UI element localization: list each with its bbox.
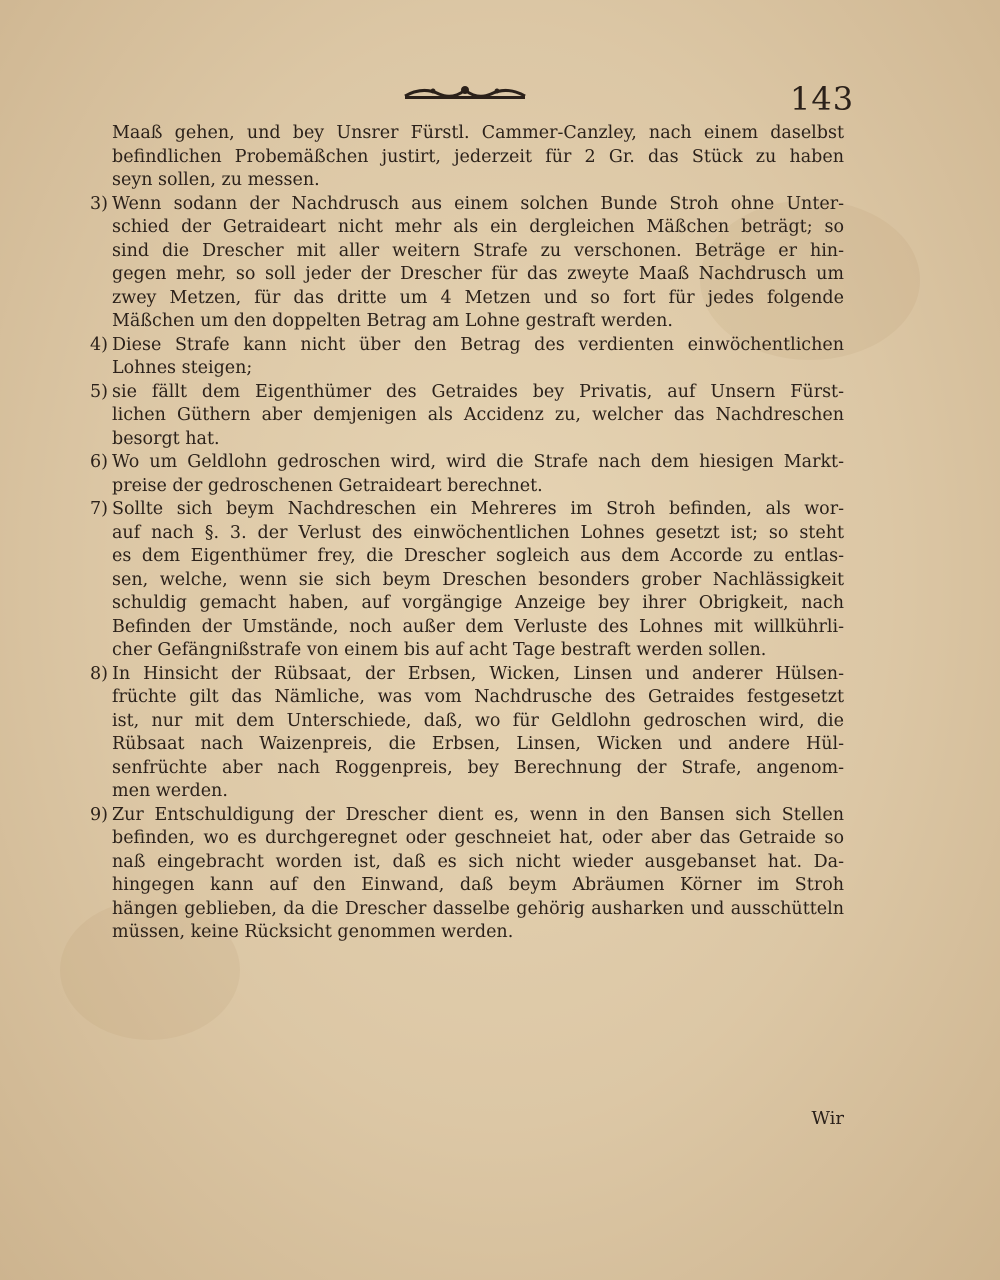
line-text: sen, welche, wenn sie sich beym Dreschen besonders grober Nachlässigkeit	[112, 569, 844, 590]
text-line	[112, 263, 844, 287]
line-text: schuldig gemacht haben, auf vorgängige Anzeige bey ihrer Obrigkeit, nach	[112, 593, 844, 613]
text-line	[112, 710, 844, 734]
text-line	[112, 169, 844, 193]
body-text	[90, 122, 844, 945]
text-line	[112, 428, 844, 452]
line-text: schied der Getraideart nicht mehr als ein dergleichen Mäßchen beträgt; so	[112, 217, 844, 237]
text-line	[112, 122, 844, 146]
line-text: Diese Strafe kann nicht über den Betrag des verdienten einwöchentlichen	[112, 334, 844, 355]
line-text: seyn sollen, zu messen.	[112, 170, 320, 190]
text-line: 9) Zur Entschuldigung der Drescher dient es, wenn in den Bansen sich Stellen	[90, 804, 844, 825]
line-text: Zur Entschuldigung der Drescher dient es, wenn in den Bansen sich Stellen	[112, 804, 844, 825]
line-text: befinden, wo es durchgeregnet oder geschneiet hat, oder aber das Getraide so	[112, 828, 844, 848]
text-line	[112, 404, 844, 428]
text-line: 6) Wo um Geldlohn gedroschen wird, wird die Strafe nach dem hiesigen Markt-	[90, 452, 844, 472]
text-line	[112, 310, 844, 334]
line-text: gegen mehr, so soll jeder der Drescher für das zweyte Maaß Nachdrusch um	[112, 264, 844, 284]
line-text: naß eingebracht worden ist, daß es sich nicht wieder ausgebanset hat. Da-	[112, 851, 844, 872]
line-text: zwey Metzen, für das dritte um 4 Metzen und so fort für jedes folgende	[112, 287, 844, 308]
line-text: Wenn sodann der Nachdrusch aus einem solchen Bunde Stroh ohne Unter-	[112, 193, 844, 214]
line-text: lichen Güthern aber demjenigen als Accidenz zu, welcher das Nachdreschen	[112, 405, 844, 425]
line-text: Mäßchen um den doppelten Betrag am Lohne gestraft werden.	[112, 311, 673, 331]
text-line	[112, 686, 844, 710]
line-text: hängen geblieben, da die Drescher dasselbe gehörig ausharken und ausschütteln	[112, 898, 844, 919]
line-text: preise der gedroschenen Getraideart berechnet.	[112, 475, 543, 496]
text-line: 8) In Hinsicht der Rübsaat, der Erbsen, Wicken, Linsen und anderer Hülsen-	[90, 663, 844, 684]
text-line	[112, 921, 844, 945]
line-text: cher Gefängnißstrafe von einem bis auf acht Tage bestraft werden sollen.	[112, 640, 767, 660]
line-text: Befinden der Umstände, noch außer dem Verluste des Lohnes mit willkührli-	[112, 616, 844, 637]
text-line	[112, 757, 844, 781]
text-line	[112, 522, 844, 546]
page-number: 143	[790, 80, 855, 118]
text-line	[112, 851, 844, 875]
text-line	[112, 592, 844, 616]
line-text: In Hinsicht der Rübsaat, der Erbsen, Wicken, Linsen und anderer Hülsen-	[112, 663, 844, 684]
text-line	[112, 146, 844, 170]
text-line	[112, 616, 844, 640]
printer-ornament-icon	[403, 82, 527, 102]
line-text: es dem Eigenthümer frey, die Drescher sogleich aus dem Accorde zu entlas-	[112, 546, 844, 566]
line-text: senfrüchte aber nach Roggenpreis, bey Berechnung der Strafe, angenom-	[112, 757, 844, 778]
line-text: Wo um Geldlohn gedroschen wird, wird die Strafe nach dem hiesigen Markt-	[112, 452, 844, 472]
text-line	[112, 240, 844, 264]
line-text: Rübsaat nach Waizenpreis, die Erbsen, Linsen, Wicken und andere Hül-	[112, 734, 844, 754]
line-text: auf nach §. 3. der Verlust des einwöchentlichen Lohnes gesetzt ist; so steht	[112, 522, 844, 543]
text-line: 4) Diese Strafe kann nicht über den Betrag des verdienten einwöchentlichen	[90, 334, 844, 355]
catchword: Wir	[811, 1108, 844, 1129]
line-text: men werden.	[112, 781, 228, 801]
line-text: Sollte sich beym Nachdreschen ein Mehreres im Stroh befinden, als wor-	[112, 499, 844, 519]
text-line	[112, 475, 844, 499]
text-line	[112, 874, 844, 898]
text-line: 3) Wenn sodann der Nachdrusch aus einem solchen Bunde Stroh ohne Unter-	[90, 193, 844, 214]
text-line	[112, 357, 844, 381]
line-text: Maaß gehen, und bey Unsrer Fürstl. Cammer-Canzley, nach einem daselbst	[112, 123, 844, 143]
line-text: sind die Drescher mit aller weitern Strafe zu verschonen. Beträge er hin-	[112, 240, 844, 261]
text-line	[112, 545, 844, 569]
text-line	[112, 733, 844, 757]
line-text: hingegen kann auf den Einwand, daß beym Abräumen Körner im Stroh	[112, 875, 844, 895]
text-line	[112, 216, 844, 240]
line-text: sie fällt dem Eigenthümer des Getraides bey Privatis, auf Unsern Fürst-	[112, 381, 844, 402]
line-text: befindlichen Probemäßchen justirt, jederzeit für 2 Gr. das Stück zu haben	[112, 146, 844, 167]
text-line	[112, 569, 844, 593]
text-line	[112, 287, 844, 311]
line-text: müssen, keine Rücksicht genommen werden.	[112, 922, 514, 942]
line-text: besorgt hat.	[112, 428, 220, 449]
line-text: ist, nur mit dem Unterschiede, daß, wo für Geldlohn gedroschen wird, die	[112, 710, 844, 731]
line-text: früchte gilt das Nämliche, was vom Nachdrusche des Getraides festgesetzt	[112, 687, 844, 707]
text-line: 7) Sollte sich beym Nachdreschen ein Mehreres im Stroh befinden, als wor-	[90, 499, 844, 519]
text-line	[112, 639, 844, 663]
text-line	[112, 827, 844, 851]
text-line	[112, 898, 844, 922]
line-text: Lohnes steigen;	[112, 358, 253, 378]
text-line	[112, 780, 844, 804]
text-line: 5) sie fällt dem Eigenthümer des Getraides bey Privatis, auf Unsern Fürst-	[90, 381, 844, 402]
